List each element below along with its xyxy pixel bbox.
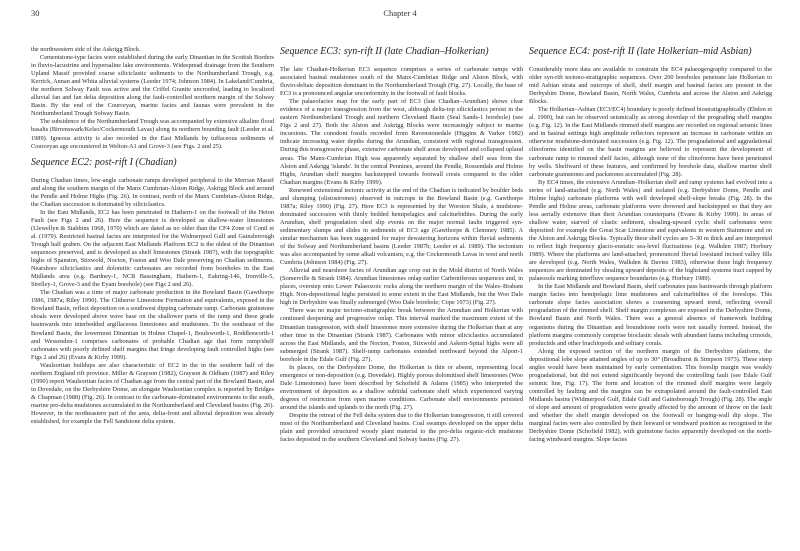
paragraph: There was no major tectono-stratigraphic break between the Arundian and Holkerian with continued deepening and progressive onlap. This interval marked the maximum extent of the Dinantian transgression, with shelf limestones more extensive during the Holkerian than at any other time in the Dinantian (Strank 1987). Carbonates with minor siliciclastics accumulated across the East Midlands, and the Nocton, Foston, Stixwold and Askern-Spital highs were all submerged (Strank 1987). Shelf-ramp carbonates extended northward beyond the Alport-1 borehole in the Edale Gulf (Fig. 27). xyxy=(280,307,523,363)
paragraph: Considerably more data are available to constrain the EC4 palaeogeography compared to the older syn-rift tectono-stratigraphic sequences. Over 200 boreholes penetrate late Holkerian to mid Asbian strata and outcrops of shelf, shelf margin and basinal facies are present in the Derbyshire Dome, Bowland Basin, North Wales, Cumbria and across the Alston and Askrigg Blocks. xyxy=(529,66,772,106)
column-right xyxy=(529,46,772,546)
paragraph: Cementstone-type facies were established during the early Dinantian in the Scottish Borders in fluvio-lacustrine and hypersaline lake environments. Widespread drainage from the Southern Upland Massif provided coarse siliciclastic sediments to the Northumberland Trough, e.g. Kerrick, Annan and Whita alluvial systems (Leeder 1974; Johnson 1984). In Lakeland/Cumbria, the northern Solway Fault was active and the Criffel Granite uncroofed, leading to localized alluvial fan and fan delta deposition along the fault-controlled northern margin of the Solway Basin. By the end of the Courceyan, marine facies and faunas were prevalent in the Northumberland Trough Solway Basin. xyxy=(31,54,274,118)
paragraph: In the East Midlands, EC2 has been penetrated in Hathern-1 on the footwall of the Heton Fault (see Figs 2 and 26). Here the sequence is developed as shallow-water limestones (Llewellyn & Stabbins 1968, 1970) which are dated as no older than the CF4 Zone of Conil et al. (1979). Restricted basinal facies are interpreted for the Widmerpool Gulf and Gainsborough Trough half graben. On the adjacent East Midlands Platform EC2 is the oldest of the Dinantian sequences preserved, and is developed as shelf limestones (Strank 1987), with the topographic highs of Spanston, Stixwold, Nocton, Foston and Woo Dale preserving no Chadian sediments. Nearshore siliciclastics and dolomitic carbonates are recorded from boreholes in the East Midlands area (e.g. Bardney-1, NCB Bassingham, Hathern-1, Eakring-146, Ironville-5, Strelley-1, Grove-3 and the Eyam borehole) (see Figs 2 and 26). xyxy=(31,208,274,289)
paragraph: the northwestern side of the Askrigg Block. xyxy=(31,46,141,53)
paragraph: The Chadian was a time of major carbonate production in the Bowland Basin (Gawthorpe 1986, 1987a; Riley 1990). The Clitheroe Limestone Formation and equivalents, exposed in the Bowland Basin, reflect deposition on a southwest dipping carbonate ramp. Carbonate grainstone shoals were developed above wave base on the shallower parts of the ramp and these grade basinwards into interbedded argillaceous limestones and mudstones. To the southeast of the Bowland Basin, the lowermost Dinantian in Holme Chapel-1, Boulsworth-1, Roddlesworth-1 and Wessenden-1 comprises carbonates of probable Chadian age that form ramp/shelf carbonates with poorly defined shelf margins that fringe developing fault controlled highs (see Figs 2 and 26) (Evans & Kirby 1999). xyxy=(31,289,274,361)
paragraph: In the East Midlands and Bowland Basin, shelf carbonates pass basinwards through platform margin facies into hemipelagic lime mudstones and calciturbidites of the foreslope. This carbonate slope facies association shows a coarsening upward trend, reflecting overall progradation of the rimmed shelf. Shelf margin complexes are exposed in the Derbyshire Dome, Bowland Basin and North Wales. There was a general absence of framework building organisms during the Dinantian and boundstone reefs were not usually formed. Instead, the platform margins commonly comprise bioclastic shoals with abundant fauna including crinoids, productids and other brachiopods and solitary corals. xyxy=(529,283,772,347)
paragraph: The palaeofacies map for the early part of EC3 (late Chadian–Arundian) shows clear evidence of a major transgression from the west, although delta-top siliciclastics persist in the eastern Northumberland Trough and northern Cleveland Basin (Seal Sands-1 borehole) (see Figs 2 and 27). Both the Alston and Askrigg Blocks were increasingly subject to marine incursions. The conodont fossils recorded from Ravenstonedale (Higgins & Varker 1982) indicate increasing water depths during the Arundian, consistent with regional transgression. During this transgressive phase, extensive carbonate shelf areas developed and collapsed upland areas. The Manx-Cumbrian High was apparently separated by shallow shelf seas from the Alston and Askrigg 'islands'. In the central Pennines, around the Pendle, Rossendale and Holme Highs, Arundian shelf margins backstepped towards footwall crests compared to the older Chadian margins (Evans & Kirby 1999). xyxy=(280,98,523,186)
page-number: 30 xyxy=(31,8,40,18)
section-heading-ec4: Sequence EC4: post-rift II (late Holkerian–mid Asbian) xyxy=(529,46,752,57)
chapter-title: Chapter 4 xyxy=(383,8,417,18)
paragraph: The late Chadian-Holkerian EC3 sequence comprises a series of carbonate ramps with associated basinal mudstones south of the Manx-Cumbrian Ridge and Alston Block, with fluvio-deltaic deposition dominant in the Northumberland Trough (Fig. 27). Locally, the base of EC3 is a pronounced angular unconformity in the footwall of fault blocks. xyxy=(280,66,523,98)
paragraph: The Holkerian–Asbian (EC3/EC4) boundary is poorly defined biostratigraphically (Ebdon et al. 1990), but can be observed seismically as strong downlap of the prograding shelf margins (e.g. Fig. 12). In the East Midlands rimmed shelf margins are recorded on regional seismic lines and in basinal settings high amplitude reflectors represent an increase in carbonate within an otherwise mudstone-dominated succession (e.g. Fig. 12). The progradational and aggradational clinoforms identified on the basin margins are believed to represent the development of carbonate ramp to rimmed shelf facies, although none of the clinoforms have been penetrated by wells. Shelfward of these features, and confirmed by borehole data, shallow marine shelf carbonate grainstones and packstones accumulated (Fig. 28). xyxy=(529,106,772,178)
page-header xyxy=(0,8,800,22)
paragraph: During Chadian times, low-angle carbonate ramps developed peripheral to the Merrian Massif and along the southern margin of the Manx Cumbrian-Alston Ridge, Askrigg Block and around the Pendle and Holme Highs (Fig. 26). In contrast, north of the Manx Cumbrian-Alston Ridge, the Chadian succession is dominated by siliciclastics. xyxy=(31,176,274,208)
column-middle xyxy=(280,46,523,546)
paragraph: The subsidence of the Northumberland Trough was accompanied by extensive alkaline flood basalts (Birrenswark/Kelso/Cockermouth Lavas) along its northern bounding fault (Leeder et al. 1989). Igneous activity is also recorded in the East Midlands by tuffaceous sediments of Courceyan age encountered in Welton-A1 and Grove-3 (see Figs. 2 and 25). xyxy=(31,118,274,150)
paragraph: By EC4 times, the extensive Arundian–Holkerian shelf and ramp systems had evolved into a series of land-attached (e.g. North Wales) and isolated (e.g. Derbyshire Dome, Pendle and Holme highs) carbonate platforms with well developed shelf-slope breaks (Fig. 28). In the Pendle and Holme areas, carbonate platforms were drowned and backstepped so that they are less aerially extensive than their Arundian counterparts (Evans & Kirby 1999). In areas of shallow water, starved of clastic sediment, shoaling-upward cyclic shelf carbonates were deposited: for example the Great Scar Limestone and equivalents in western Stainmore and on the Alston and Askrigg Blocks. Typically these shelf cycles are 5–30 m thick and are interpreted to reflect high frequency glacio-eustatic sea-level fluctuations (e.g. Walkden 1987; Horbury 1989). Where the platforms are land-attached, pronounced fluvial lowstand incised valley fills are developed (e.g. North Wales, Walkden & Davies 1983), otherwise these high frequency sequences are dominated by shoaling upward deposits of the highstand systems tract capped by palaeosols marking interfluve sequence boundaries (e.g. Horbury 1989). xyxy=(529,178,772,283)
section-heading-ec3: Sequence EC3: syn-rift II (late Chadian–Holkerian) xyxy=(280,46,489,57)
paragraph: Renewed extensional tectonic activity at the end of the Chadian is indicated by boulder beds and slumping (olistostromes) observed in outcrops in the Bowland Basin (e.g. Gawthorpe 1987a; Riley 1990) (Fig. 27). Here EC3 is represented by the Worston Shale, a mudstone-dominated succession with thinly bedded hemipelagics and calciturbidites. During the early Arundian, shelf progradation shed slip events on the major normal faults triggered syn-sedimentary slumps and slides in sediments of EC3 age (Gawthorpe & Clemmey 1985). A similar mechanism has been suggested for major dewatering horizons within fluvial sediments of the Solway and Northumberland basins (Leeder 1987b; Leeder et al. 1989). The tectonism was also accompanied by some alkali volcanism, e.g. the Cockermouth Lavas in west and north Cumbria (Johnson 1984) (Fig. 27). xyxy=(280,186,523,267)
section-heading-ec2: Sequence EC2: post-rift I (Chadian) xyxy=(31,156,177,168)
paragraph: Waulsortian buildups are also characteristic of EC2 in the in the southern half of the northern England rift province. Miller & Grayson (1982), Grayson & Oldham (1987) and Riley (1990) report Waulsortian facies of Chadian age from the central part of the Bowland Basin, and in Dovedale, on the Derbyshire Dome, an elongate Waulsortian complex is reported by Bridges & Chapman (1988) (Fig. 26). In contrast to the carbonate-dominated environments to the south, marine pro-delta mudstones accumulated in the Northumberland and Cleveland basins (Fig. 26). However, in the northeastern part of the area, delta-front and alluvial deposition was already established, for example the Fell Sandstone delta system. xyxy=(31,361,274,426)
column-left xyxy=(31,46,274,546)
paragraph: Despite the retreat of the Fell delta system due to the Holkerian transgression, it still covered most of the Northumberland and Cleveland basins. Coal swamps developed on the upper delta plain and provided structured woody plant material to the pro-delta organic-rich mudstone facies deposited in the southern Cleveland and Solway basins (Fig. 27). xyxy=(280,412,523,444)
paragraph: In places, on the Derbyshire Dome, the Holkerian is thin or absent, representing local emergence or non-deposition (e.g. Dovedale). Highly porous dolomitised shelf limestones (Woo Dale Limestones) have been described by Schofield & Adams (1985) who interpreted the environment of deposition as a shallow subtidal carbonate shelf which experienced varying degrees of restriction from open marine conditions. Carbonate shelf environments persisted around the islands and uplands to the north (Fig. 27). xyxy=(280,363,523,411)
paragraph: Along the exposed section of the northern margin of the Derbyshire platform, the depositional lobe slope attained angles of up to 30° (Broadhurst & Simpson 1973). These steep angles would have been maintained by early cementation. This foreslip margin was weakly progradational, but did not extend significantly beyond the controlling fault (see Edale Gulf seismic line, Fig. 17). The form and location of the rimmed shelf margins were largely controlled by faulting and the margins can be extrapolated around the fault-controlled East Midlands basins (Widmerpool Gulf, Edale Gulf and Gainsborough Trough) (Fig. 28). The angle of slope and amount of progradation were greatly affected by the amount of throw on the fault and whether the shelf margin developed on the footwall or hanging-wall dip slope. The marginal facies were also controlled by their leeward or windward position as recognised in the Derbyshire Dome (Schofield 1982), with grainstone facies apparently developed on the north-facing windward margins. Slope facies xyxy=(529,347,772,444)
paragraph: Alluvial and nearshore facies of Arundian age crop out in the Mold district of North Wales (Somerville & Strank 1984). Arundian limestones onlap earlier Carboniferous sequences and, in places, overstep onto Lower Palaeozoic rocks along the northern margin of the Wales–Brabant High. Non-depositional highs persisted to some extent in the East Midlands, but the Woo Dale high in Derbyshire was finally submerged (Woo Dale borehole; Cope 1973) (Fig. 27). xyxy=(280,267,523,307)
